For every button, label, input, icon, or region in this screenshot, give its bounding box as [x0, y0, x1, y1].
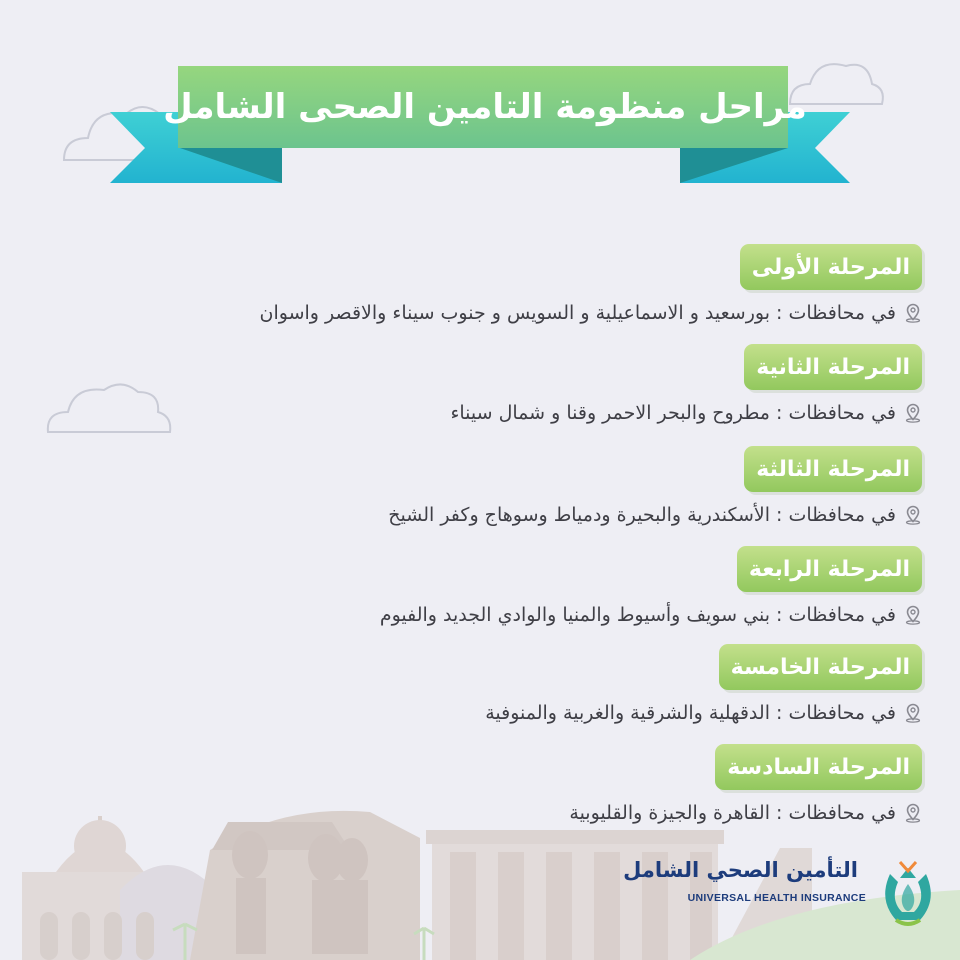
uhi-logo	[623, 858, 940, 928]
map-pin-icon	[904, 605, 922, 625]
phase-badge: المرحلة الثانية	[744, 344, 922, 390]
phase-governorates	[388, 504, 922, 526]
phase-badge: المرحلة الثالثة	[744, 446, 922, 492]
phase-badge: المرحلة الأولى	[740, 244, 922, 290]
map-pin-icon	[904, 505, 922, 525]
phase-badge: المرحلة الرابعة	[737, 546, 922, 592]
phase-text: في محافظات : بني سويف وأسيوط والمنيا والوادي الجديد والفيوم	[379, 604, 896, 626]
map-pin-icon	[904, 803, 922, 823]
phase-text: في محافظات : الدقهلية والشرقية والغربية والمنوفية	[485, 702, 896, 724]
logo-arabic-text: التأمين الصحي الشامل	[623, 858, 858, 882]
phase-governorates	[380, 604, 922, 626]
phase-badge: المرحلة السادسة	[715, 744, 922, 790]
phase-governorates	[260, 302, 922, 324]
page-title: مراحل منظومة التامين الصحى الشامل	[163, 87, 807, 127]
map-pin-icon	[904, 703, 922, 723]
phase-text: في محافظات : الأسكندرية والبحيرة ودمياط وسوهاج وكفر الشيخ	[388, 504, 896, 526]
phase-text: في محافظات : مطروح والبحر الاحمر وقنا و شمال سيناء	[450, 402, 896, 424]
phase-badge: المرحلة الخامسة	[719, 644, 922, 690]
phase-text: في محافظات : بورسعيد و الاسماعيلية و السويس و جنوب سيناء والاقصر واسوان	[259, 302, 896, 324]
phase-governorates	[485, 702, 922, 724]
cloud-icon	[48, 384, 170, 432]
phase-governorates	[450, 402, 922, 424]
map-pin-icon	[904, 403, 922, 423]
logo-english-text: UNIVERSAL HEALTH INSURANCE	[687, 892, 866, 904]
drop-leaf-icon	[876, 858, 940, 928]
phase-governorates	[569, 802, 922, 824]
map-pin-icon	[904, 303, 922, 323]
phase-text: في محافظات : القاهرة والجيزة والقليوبية	[569, 802, 896, 824]
